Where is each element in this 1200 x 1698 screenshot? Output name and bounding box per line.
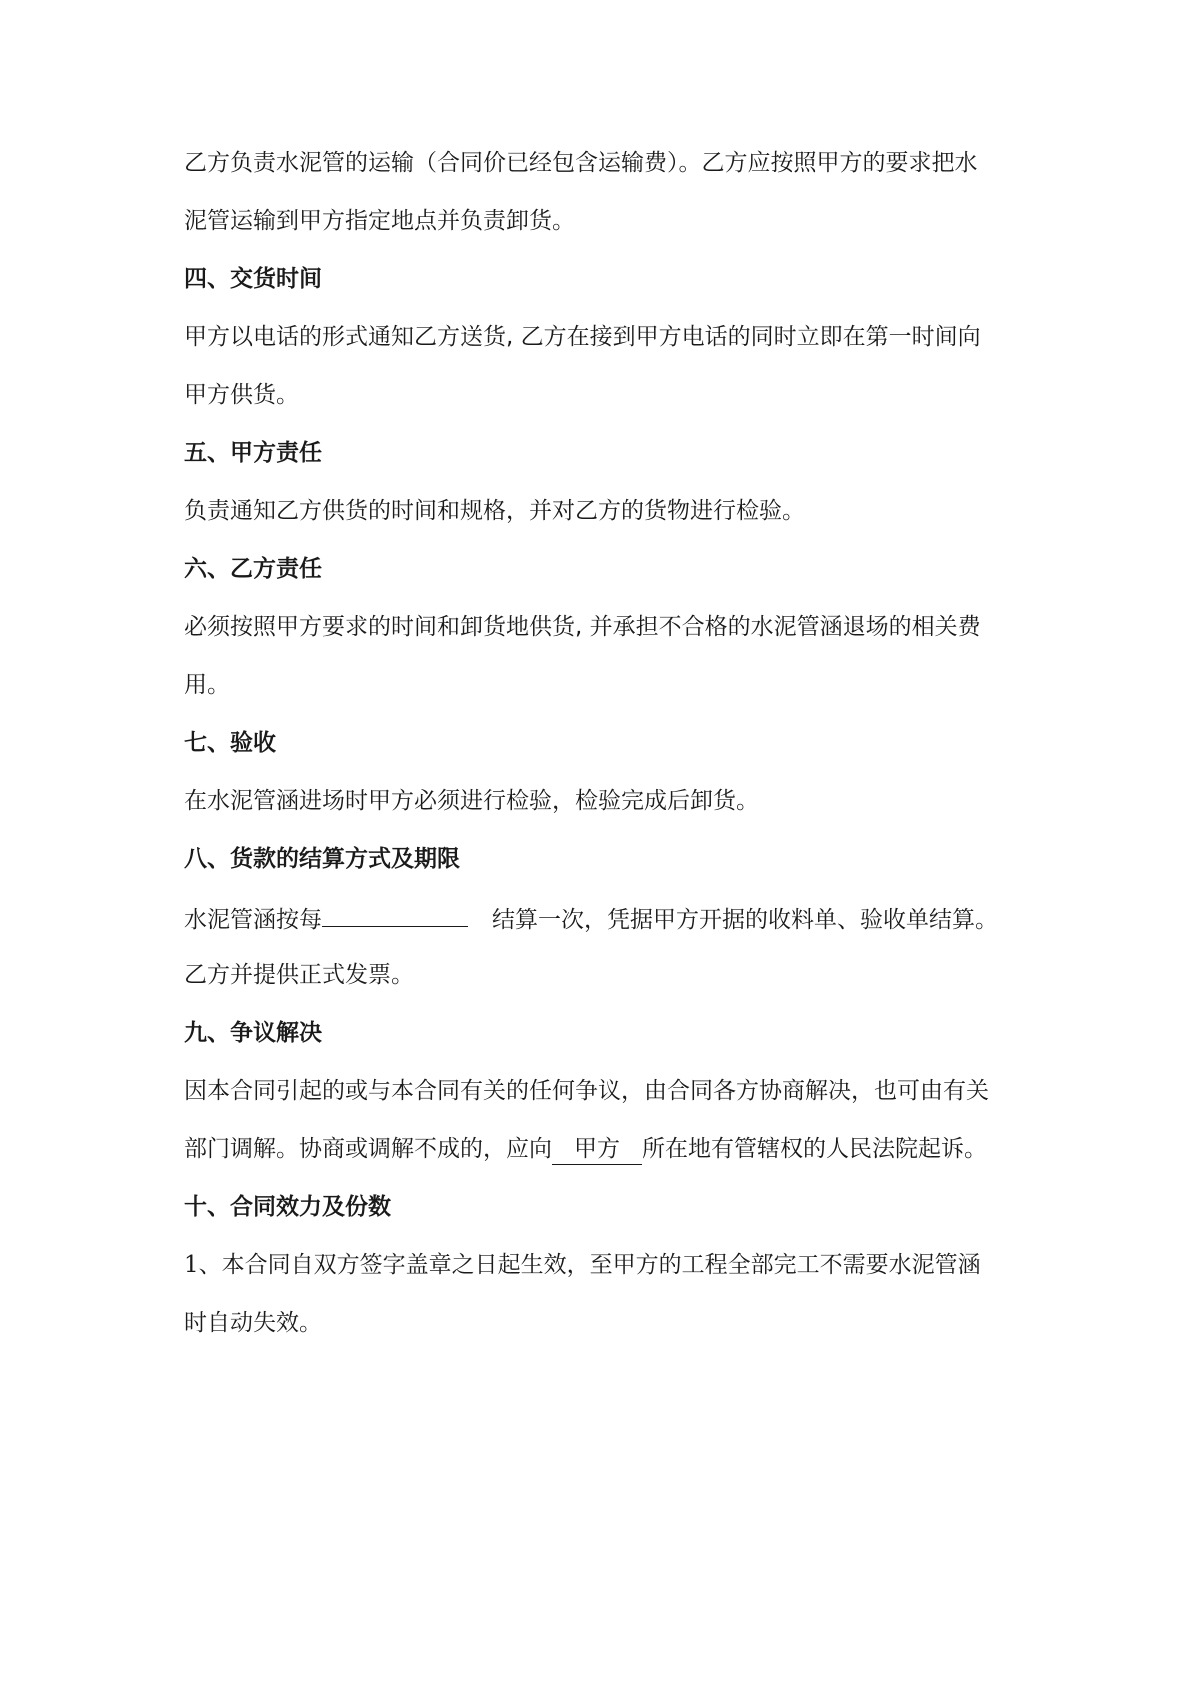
section-heading-settlement: 八、货款的结算方式及期限 xyxy=(184,846,460,872)
dispute-text-after-fill: 所在地有管辖权的人民法院起诉。 xyxy=(642,1136,987,1162)
paragraph-dispute-line-1: 因本合同引起的或与本合同有关的任何争议，由合同各方协商解决，也可由有关 xyxy=(184,1078,989,1104)
section-heading-party-a-duty: 五、甲方责任 xyxy=(184,440,322,466)
section-heading-validity: 十、合同效力及份数 xyxy=(184,1194,391,1220)
section-heading-dispute: 九、争议解决 xyxy=(184,1020,322,1046)
paragraph-settlement-line-2: 乙方并提供正式发票。 xyxy=(184,962,414,988)
paragraph-party-b-line-2: 用。 xyxy=(184,672,230,698)
settlement-period-blank[interactable] xyxy=(322,902,468,927)
section-heading-delivery-time: 四、交货时间 xyxy=(184,266,322,292)
section-heading-party-b-duty: 六、乙方责任 xyxy=(184,556,322,582)
validity-item-text: 、本合同自双方签字盖章之日起生效，至甲方的工程全部完工不需要水泥管涵 xyxy=(198,1252,981,1278)
paragraph-settlement-line-1 xyxy=(184,902,998,932)
dispute-court-party-fill xyxy=(552,1134,642,1165)
paragraph-party-b-line-1: 必须按照甲方要求的时间和卸货地供货, 并承担不合格的水泥管涵退场的相关费 xyxy=(184,614,981,640)
paragraph-transport-line-1: 乙方负责水泥管的运输（合同价已经包含运输费）。乙方应按照甲方的要求把水 xyxy=(184,150,978,176)
paragraph-delivery-line-1: 甲方以电话的形式通知乙方送货, 乙方在接到甲方电话的同时立即在第一时间向 xyxy=(184,324,981,350)
paragraph-acceptance-line-1: 在水泥管涵进场时甲方必须进行检验，检验完成后卸货。 xyxy=(184,788,759,814)
paragraph-validity-line-2: 时自动失效。 xyxy=(184,1310,322,1336)
paragraph-delivery-line-2: 甲方供货。 xyxy=(184,382,299,408)
dispute-text-before-fill: 部门调解。协商或调解不成的，应向 xyxy=(184,1136,552,1162)
section-heading-acceptance: 七、验收 xyxy=(184,730,276,756)
paragraph-transport-line-2: 泥管运输到甲方指定地点并负责卸货。 xyxy=(184,208,575,234)
paragraph-validity-line-1 xyxy=(184,1250,981,1280)
paragraph-dispute-line-2 xyxy=(184,1134,987,1164)
settlement-text-after-blank: 结算一次，凭据甲方开据的收料单、验收单结算。 xyxy=(492,907,998,933)
paragraph-party-a-line-1: 负责通知乙方供货的时间和规格，并对乙方的货物进行检验。 xyxy=(184,498,805,524)
settlement-text-before-blank: 水泥管涵按每 xyxy=(184,907,322,933)
validity-item-number: 1 xyxy=(184,1252,199,1278)
dispute-court-party-value: 甲方 xyxy=(574,1136,620,1162)
